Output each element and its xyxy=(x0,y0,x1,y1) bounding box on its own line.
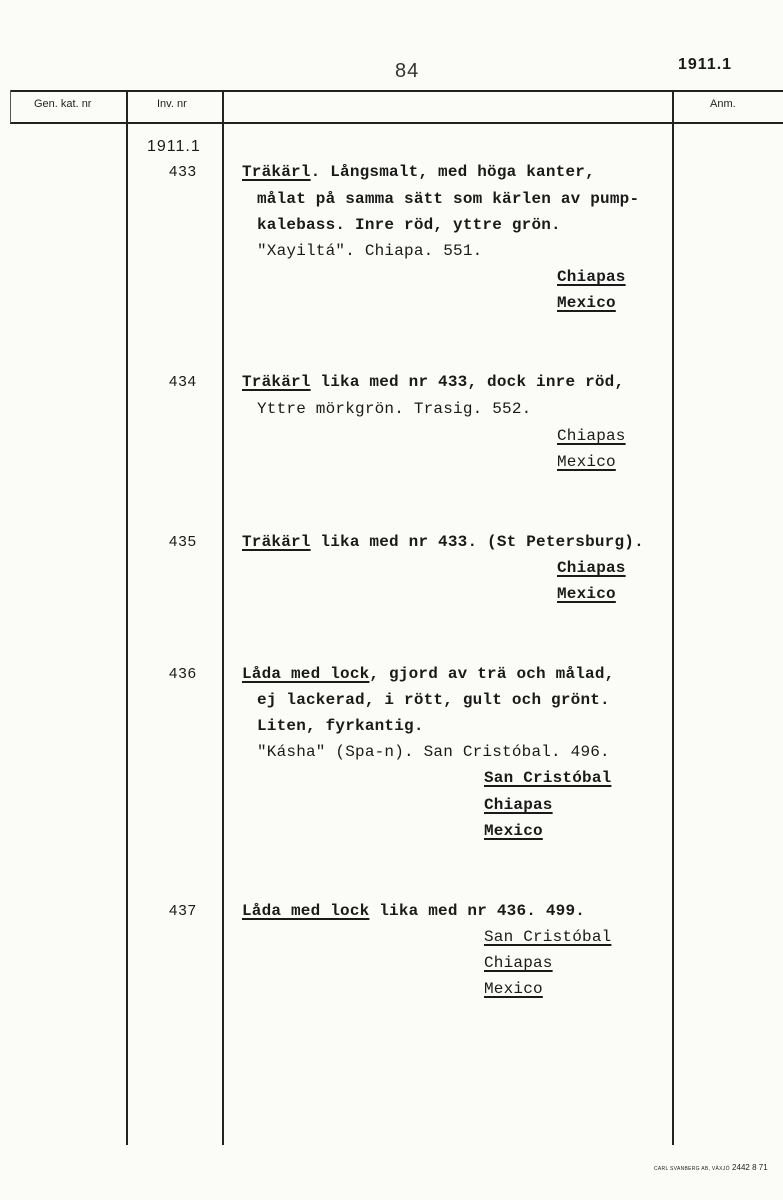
place-country: Mexico xyxy=(557,585,616,603)
entry-text-line xyxy=(242,665,614,683)
entry-text-line: "Kásha" (Spa-n). San Cristóbal. 496. xyxy=(257,743,610,761)
entry-text-line xyxy=(242,163,595,181)
table-left-border xyxy=(10,90,11,123)
form-code: 2442 8 71 xyxy=(732,1163,768,1172)
place-country: Mexico xyxy=(484,980,543,998)
column-header-inv-nr: Inv. nr xyxy=(157,98,187,110)
entry-text-line xyxy=(242,902,585,920)
entry-text-line: "Xayiltá". Chiapa. 551. xyxy=(257,242,483,260)
place-region: Chiapas xyxy=(557,268,626,286)
column-header-anm: Anm. xyxy=(710,98,736,110)
entry-text-line: ej lackerad, i rött, gult och grönt. xyxy=(257,691,610,709)
page-number: 84 xyxy=(395,60,420,82)
entry-heading: Träkärl xyxy=(242,533,311,551)
entry-line-rest: lika med nr 433, dock inre röd, xyxy=(310,373,625,391)
printer-name: CARL SVANBERG AB, VÄXJÖ xyxy=(654,1166,730,1172)
entry-heading: Träkärl xyxy=(242,373,311,391)
entry-text-line: Yttre mörkgrön. Trasig. 552. xyxy=(257,400,532,418)
entry-heading: Låda med lock xyxy=(242,665,370,683)
inv-number: 434 xyxy=(169,373,198,390)
entry-text-line: Liten, fyrkantig. xyxy=(257,717,424,735)
inv-number: 435 xyxy=(169,533,198,550)
entry-text-line: målat på samma sätt som kärlen av pump- xyxy=(257,190,640,208)
place-region: Chiapas xyxy=(557,559,626,577)
inv-number: 437 xyxy=(169,902,198,919)
entry-line-rest: , gjord av trä och målad, xyxy=(369,665,615,683)
column-divider-inv-text xyxy=(222,90,224,1145)
place-region: Chiapas xyxy=(484,796,553,814)
entry-line-rest: . Långsmalt, med höga kanter, xyxy=(310,163,595,181)
entry-text-line: kalebass. Inre röd, yttre grön. xyxy=(257,216,561,234)
inv-number: 436 xyxy=(169,665,198,682)
printer-imprint xyxy=(654,1163,768,1172)
entry-heading: Låda med lock xyxy=(242,902,370,920)
catalog-code: 1911.1 xyxy=(678,56,733,73)
entry-line-rest: lika med nr 433. (St Petersburg). xyxy=(310,533,644,551)
entry-heading: Träkärl xyxy=(242,163,311,181)
place-region: Chiapas xyxy=(484,954,553,972)
column-header-gen-kat-nr: Gen. kat. nr xyxy=(34,98,92,110)
place-country: Mexico xyxy=(484,822,543,840)
entry-line-rest: lika med nr 436. 499. xyxy=(369,902,586,920)
place-town: San Cristóbal xyxy=(484,928,612,946)
place-country: Mexico xyxy=(557,294,616,312)
column-divider-text-anm xyxy=(672,90,674,1145)
inv-number: 433 xyxy=(169,163,198,180)
place-country: Mexico xyxy=(557,453,616,471)
column-divider-gen-inv xyxy=(126,90,128,1145)
entry-text-line xyxy=(242,533,644,551)
series-label: 1911.1 xyxy=(147,138,201,155)
place-region: Chiapas xyxy=(557,427,626,445)
entry-text-line xyxy=(242,373,624,391)
place-town: San Cristóbal xyxy=(484,769,612,787)
